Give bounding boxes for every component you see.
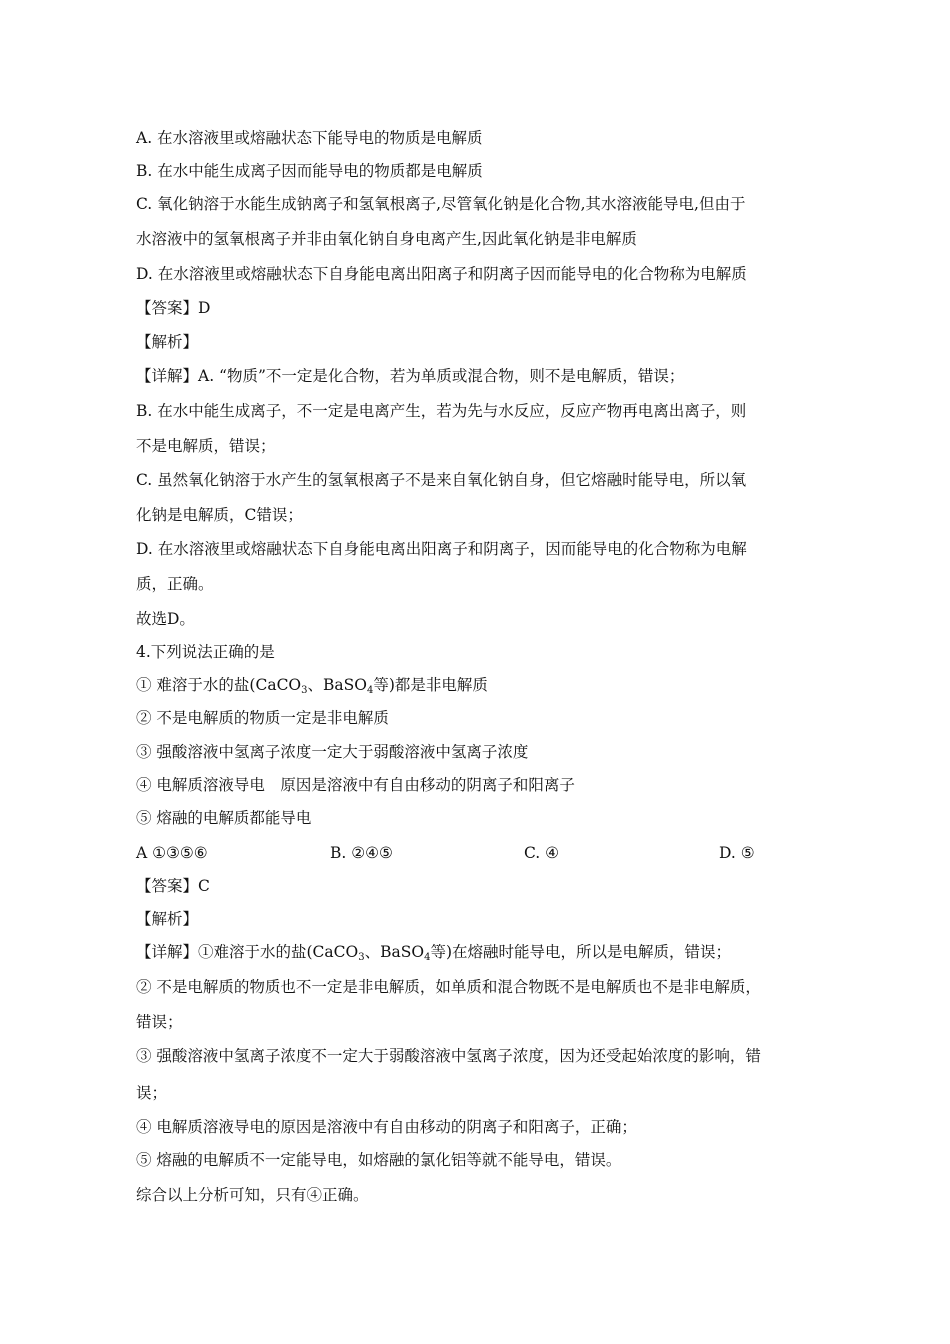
q4-statement-3: ③ 强酸溶液中氢离子浓度一定大于弱酸溶液中氢离子浓度 [136, 743, 529, 761]
q4-statement-5: ⑤ 熔融的电解质都能导电 [136, 809, 312, 827]
q3-option-d: D. 在水溶液里或熔融状态下自身能电离出阳离子和阴离子因而能导电的化合物称为电解质 [136, 265, 747, 283]
q3-detail-line5: 化钠是电解质，C错误； [136, 506, 303, 524]
q4-option-b: B. ②④⑤ [330, 844, 393, 862]
q4-detail-line4: ③ 强酸溶液中氢离子浓度不一定大于弱酸溶液中氢离子浓度，因为还受起始浓度的影响，错 [136, 1047, 761, 1065]
q4-detail-line6: ④ 电解质溶液导电的原因是溶液中有自由移动的阴离子和阳离子，正确； [136, 1118, 637, 1136]
q4-detail-line2: ② 不是电解质的物质也不一定是非电解质，如单质和混合物既不是电解质也不是非电解质， [136, 978, 761, 996]
q4-option-c: C. ④ [524, 844, 560, 862]
q3-detail-line1: 【详解】A. “物质”不一定是化合物，若为单质或混合物，则不是电解质，错误； [136, 367, 685, 385]
q4-detail-line5: 误； [136, 1084, 168, 1102]
q3-analysis-label: 【解析】 [136, 333, 199, 351]
q4-statement-2: ② 不是电解质的物质一定是非电解质 [136, 709, 389, 727]
q4-detail-line7: ⑤ 熔融的电解质不一定能导电，如熔融的氯化铝等就不能导电，错误。 [136, 1151, 622, 1169]
q3-detail-line8: 故选D。 [136, 610, 195, 628]
q3-detail-line7: 质，正确。 [136, 575, 214, 593]
q4-detail-line1: 【详解】①难溶于水的盐(CaCO$_3$、BaSO$_4$等)在熔融时能导电，所以是电解质，错误； [136, 943, 731, 963]
q4-analysis-label: 【解析】 [136, 910, 199, 928]
q3-option-c-line2: 水溶液中的氢氧根离子并非由氧化钠自身电离产生,因此氧化钠是非电解质 [136, 230, 637, 248]
q3-option-b: B. 在水中能生成离子因而能导电的物质都是电解质 [136, 162, 483, 180]
q4-detail-line8: 综合以上分析可知，只有④正确。 [136, 1186, 369, 1204]
q3-detail-line3: 不是电解质，错误； [136, 437, 276, 455]
q4-detail-line3: 错误； [136, 1013, 183, 1031]
q3-detail-line2: B. 在水中能生成离子，不一定是电离产生，若为先与水反应，反应产物再电离出离子，则 [136, 402, 747, 420]
q4-option-a: A ①③⑤⑥ [136, 844, 208, 862]
q4-statement-4: ④ 电解质溶液导电 原因是溶液中有自由移动的阴离子和阳离子 [136, 776, 575, 794]
q4-stem: 4.下列说法正确的是 [136, 643, 275, 661]
q3-detail-line4: C. 虽然氧化钠溶于水产生的氢氧根离子不是来自氧化钠自身，但它熔融时能导电，所以氧 [136, 471, 747, 489]
q3-option-c-line1: C. 氧化钠溶于水能生成钠离子和氢氧根离子,尽管氧化钠是化合物,其水溶液能导电,但由于 [136, 195, 746, 213]
q3-option-a: A. 在水溶液里或熔融状态下能导电的物质是电解质 [136, 129, 483, 147]
q4-option-d: D. ⑤ [719, 844, 755, 862]
q3-answer: 【答案】D [136, 299, 211, 317]
q4-statement-1: ① 难溶于水的盐(CaCO$_3$、BaSO$_4$等)都是非电解质 [136, 676, 488, 696]
q4-answer: 【答案】C [136, 877, 210, 895]
q3-detail-line6: D. 在水溶液里或熔融状态下自身能电离出阳离子和阴离子，因而能导电的化合物称为电解 [136, 540, 747, 558]
